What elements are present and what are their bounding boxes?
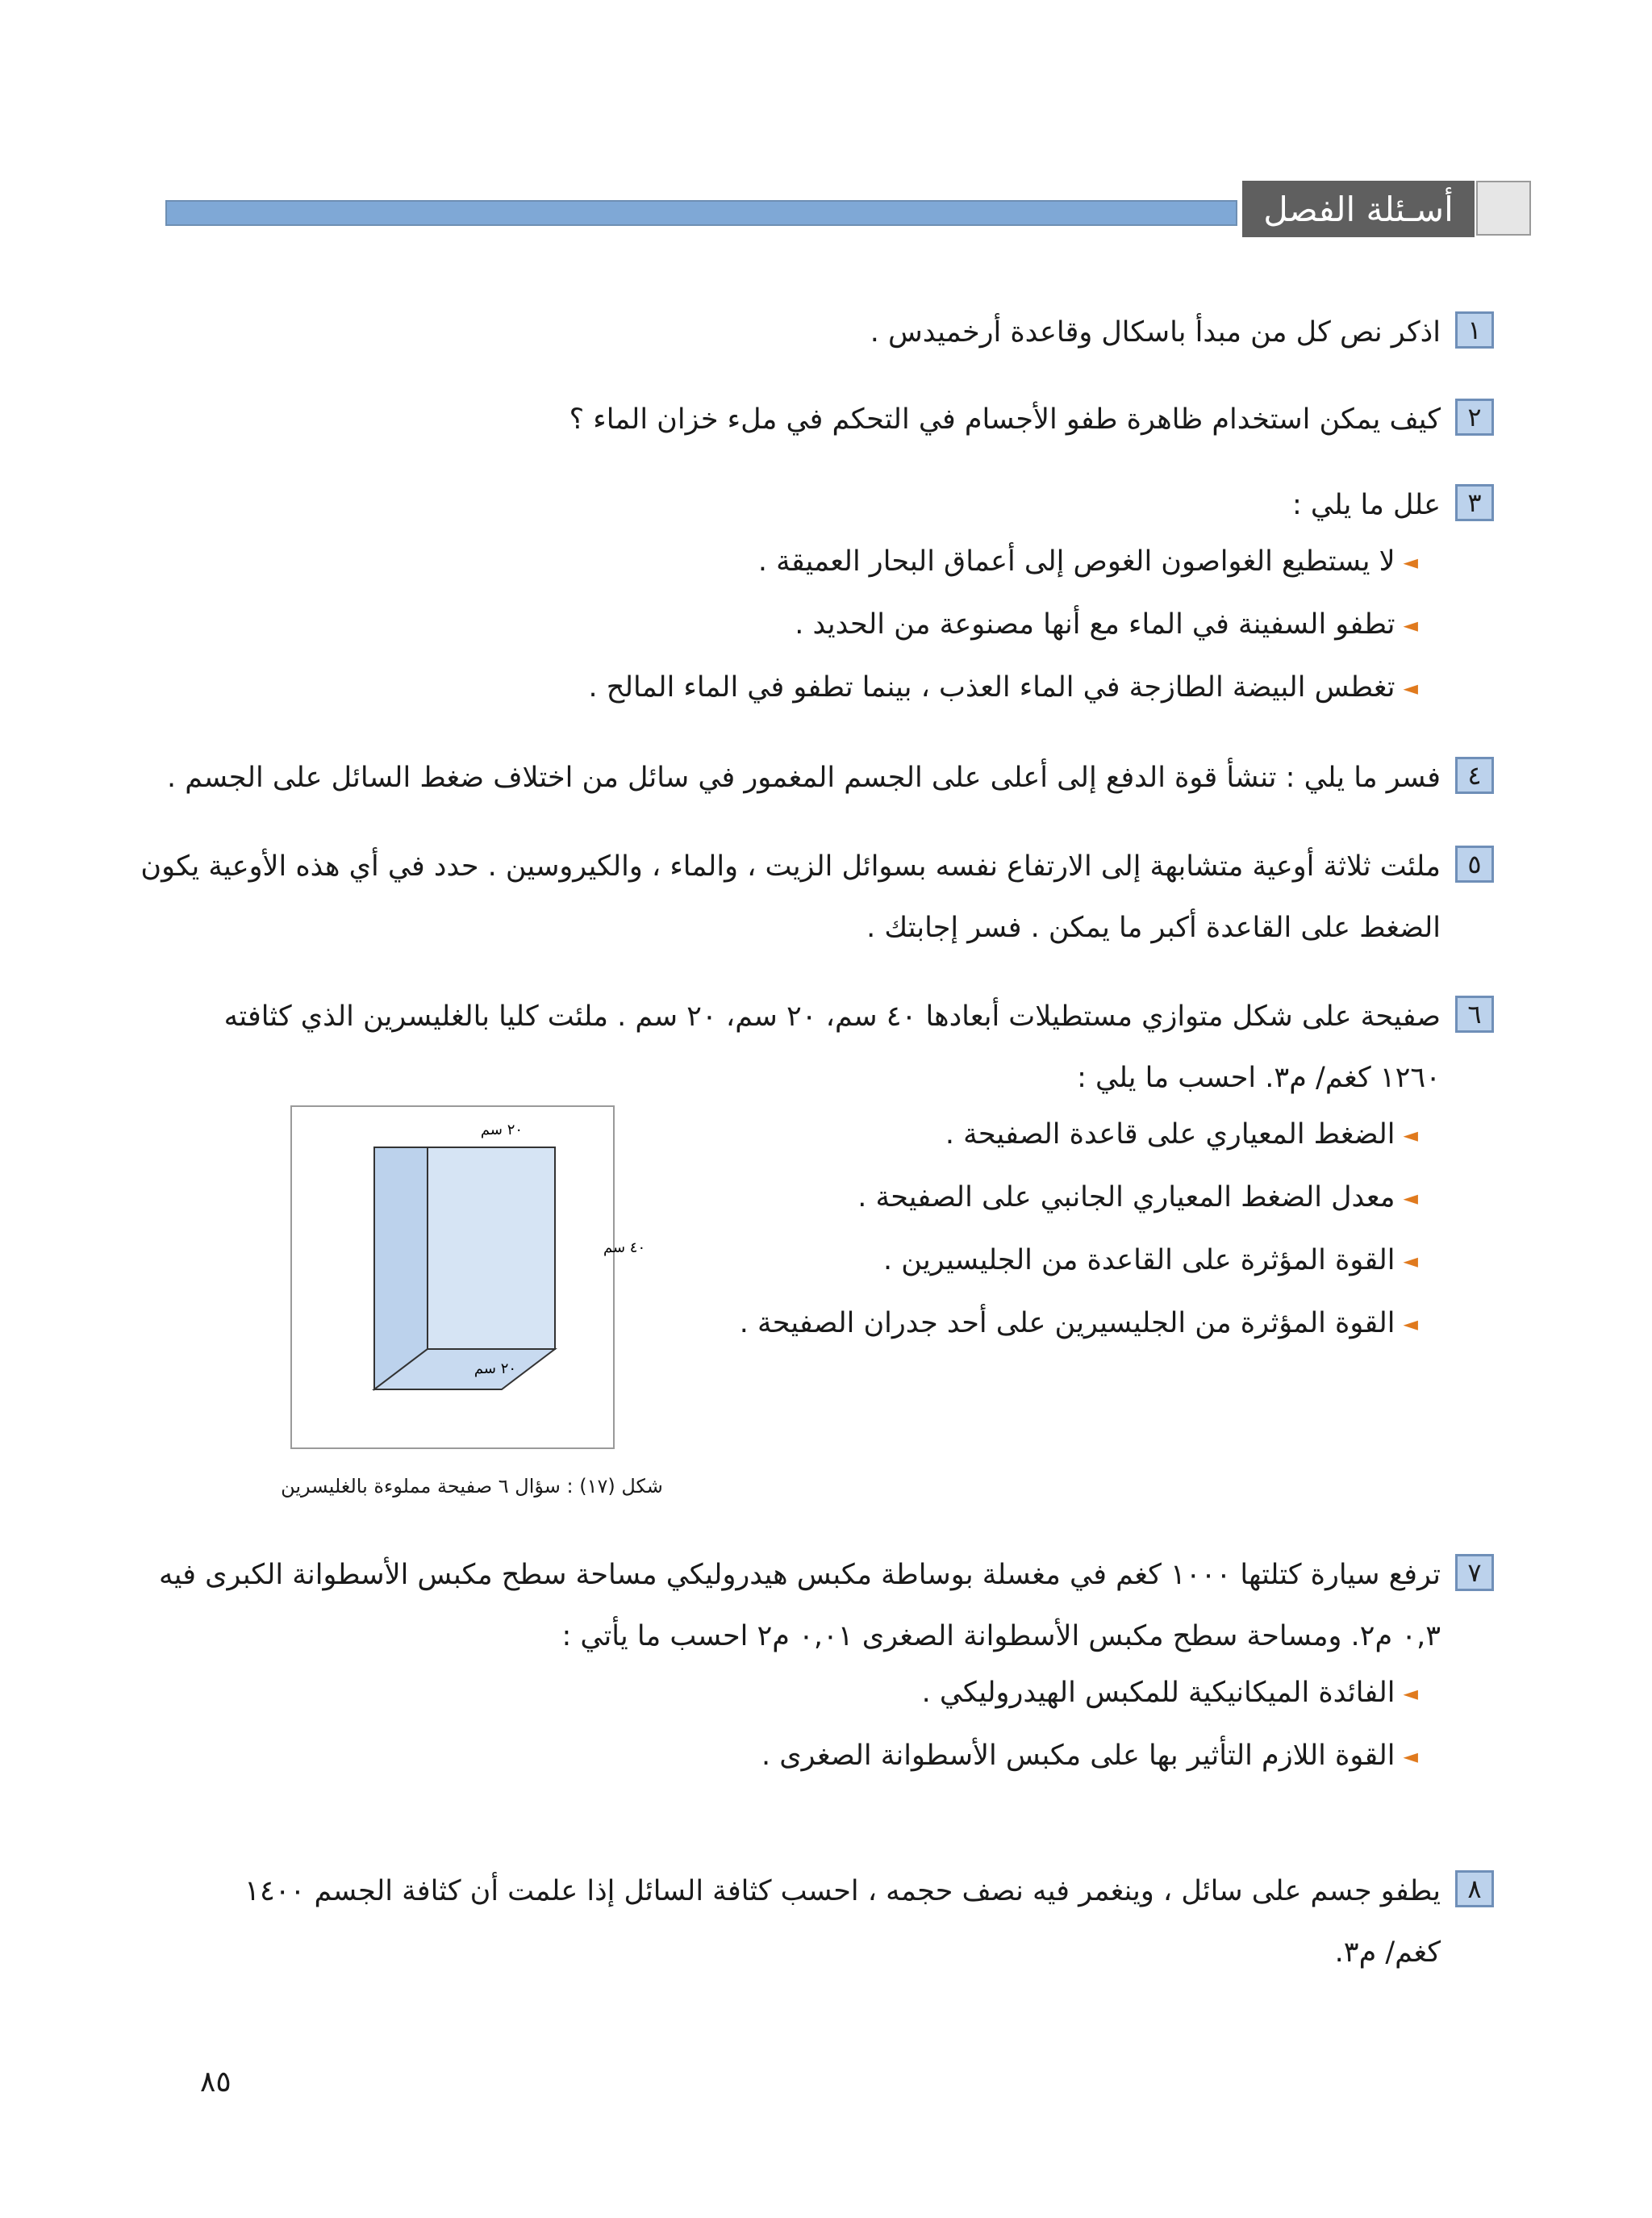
question-7-number: ٧	[1455, 1554, 1494, 1591]
question-3-bullet-1: ◄ لا يستطيع الغواصون الغوص إلى أعماق البحار العميقة .	[758, 545, 1418, 578]
question-1-line-1: اذكر نص كل من مبدأ باسكال وقاعدة أرخميدس .	[870, 316, 1441, 349]
question-6-bullet-4: ◄ القوة المؤثرة من الجليسيرين على أحد جدران الصفيحة .	[740, 1307, 1418, 1339]
question-2-line-1: كيف يمكن استخدام ظاهرة طفو الأجسام في التحكم في ملء خزان الماء ؟	[569, 403, 1441, 436]
question-4	[161, 747, 1441, 808]
question-4-line-1: فسر ما يلي : تنشأ قوة الدفع إلى أعلى على الجسم المغمور في سائل من اختلاف ضغط السائل على الجسم .	[167, 762, 1441, 794]
question-3-bullet-3: ◄ تغطس البيضة الطازجة في الماء العذب ، بينما تطفو في الماء المالح .	[589, 671, 1418, 704]
page-number: ٨٥	[200, 2066, 232, 2099]
question-8-line-1: يطفو جسم على سائل ، وينغمر فيه نصف حجمه ، احسب كثافة السائل إذا علمت أن كثافة الجسم ١٤٠٠	[244, 1875, 1441, 1907]
question-6	[161, 986, 1441, 1109]
question-4-number: ٤	[1455, 757, 1494, 794]
question-8	[161, 1861, 1441, 1983]
question-7	[158, 1544, 1441, 1667]
question-6-line-2: ١٢٦٠ كغم/ م٣. احسب ما يلي :	[1077, 1062, 1441, 1094]
question-2-number: ٢	[1455, 399, 1494, 436]
cuboid-drawing	[292, 1107, 646, 1451]
question-3-line-1: علل ما يلي :	[1291, 489, 1441, 521]
question-1-number: ١	[1455, 311, 1494, 349]
question-5-line-2: الضغط على القاعدة أكبر ما يمكن . فسر إجابتك .	[866, 912, 1441, 944]
question-7-line-1: ترفع سيارة كتلتها ١٠٠٠ كغم في مغسلة بوساطة مكبس هيدروليكي مساحة سطح مكبس الأسطوانة الكبرى فيه	[158, 1559, 1441, 1591]
question-5-number: ٥	[1455, 846, 1494, 883]
label-side: ٤٠ سم	[603, 1239, 646, 1256]
label-bottom: ٢٠ سم	[473, 1360, 517, 1377]
section-title: أسـئلة الفصل	[1242, 181, 1475, 237]
question-6-bullet-3: ◄ القوة المؤثرة على القاعدة من الجليسيرين .	[883, 1244, 1418, 1276]
figure-caption: شكل (١٧) : سؤال ٦ صفيحة مملوءة بالغليسرين	[281, 1475, 663, 1497]
header-bar	[165, 200, 1237, 226]
question-8-line-2: كغم/ م٣.	[1334, 1936, 1441, 1969]
question-2	[161, 389, 1441, 450]
cuboid-side-face	[374, 1147, 428, 1389]
question-6-line-1: صفيحة على شكل متوازي مستطيلات أبعادها ٤٠ سم، ٢٠ سم، ٢٠ سم . ملئت كليا بالغليسرين الذي كثافته	[223, 1000, 1441, 1033]
question-7-bullet-1: ◄ الفائدة الميكانيكية للمكبس الهيدروليكي .	[922, 1677, 1418, 1709]
question-3-number: ٣	[1455, 484, 1494, 521]
question-7-line-2: ٠,٣ م٢. ومساحة سطح مكبس الأسطوانة الصغرى ٠,٠١ م٢ احسب ما يأتي :	[561, 1620, 1441, 1652]
label-top: ٢٠ سم	[480, 1122, 524, 1138]
question-6-bullet-1: ◄ الضغط المعياري على قاعدة الصفيحة .	[945, 1118, 1418, 1151]
question-8-number: ٨	[1455, 1870, 1494, 1907]
header-corner-box	[1476, 181, 1531, 236]
question-6-bullet-2: ◄ معدل الضغط المعياري الجانبي على الصفيحة .	[857, 1181, 1418, 1213]
question-5-line-1: ملئت ثلاثة أوعية متشابهة إلى الارتفاع نفسه بسوائل الزيت ، والماء ، والكيروسين . حدد في أي هذه الأوعية يكون	[140, 850, 1441, 883]
question-3	[161, 474, 1441, 536]
question-7-bullet-2: ◄ القوة اللازم التأثير بها على مكبس الأسطوانة الصغرى .	[761, 1740, 1418, 1772]
question-3-bullet-2: ◄ تطفو السفينة في الماء مع أنها مصنوعة من الحديد .	[795, 608, 1418, 641]
figure-glycerin-container	[290, 1105, 646, 1449]
question-1	[161, 302, 1441, 363]
question-5	[140, 836, 1441, 959]
cuboid-front-face	[428, 1147, 555, 1349]
question-6-number: ٦	[1455, 996, 1494, 1033]
